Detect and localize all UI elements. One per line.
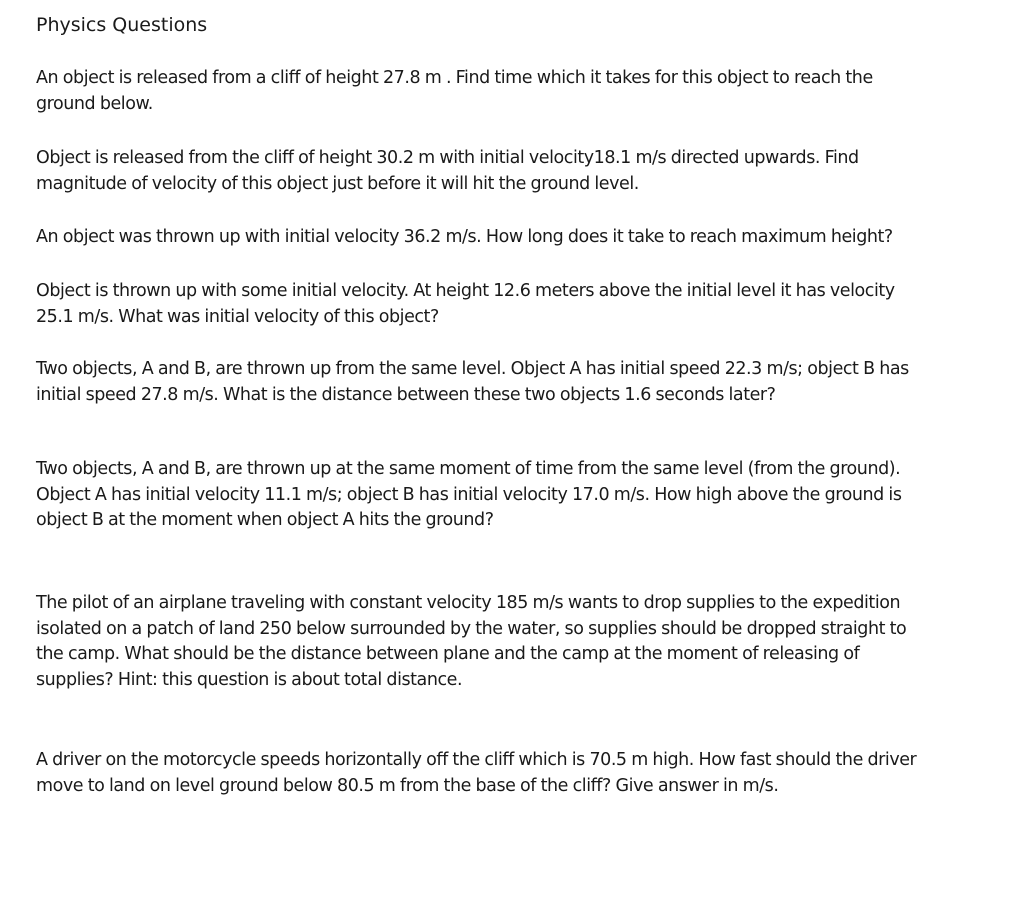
question-2 <box>36 146 936 197</box>
question-5-line-1: Two objects, A and B, are thrown up from the same level. Object A has initial speed 22.3 m/s; object B has <box>36 359 909 379</box>
question-7 <box>36 591 936 693</box>
question-7-line-2: isolated on a patch of land 250 below surrounded by the water, so supplies should be dropped straight to <box>36 618 907 639</box>
question-6 <box>36 457 936 534</box>
question-2-line-2: magnitude of velocity of this object just before it will hit the ground level. <box>36 173 639 194</box>
question-3 <box>36 225 936 251</box>
question-1-line-1: An object is released from a cliff of height 27.8 m . Find time which it takes for this object to reach the <box>36 68 873 88</box>
page-title: Physics Questions <box>36 14 208 36</box>
question-1 <box>36 66 936 117</box>
question-6-line-3: object B at the moment when object A hits the ground? <box>36 510 494 530</box>
question-8 <box>36 748 966 799</box>
question-2-line-1: Object is released from the cliff of height 30.2 m with initial velocity18.1 m/s directed upwards. Find <box>36 148 859 168</box>
question-7-line-1: The pilot of an airplane traveling with constant velocity 185 m/s wants to drop supplies to the expedition <box>36 593 901 613</box>
question-4-line-1: Object is thrown up with some initial velocity. At height 12.6 meters above the initial level it has velocity <box>36 281 895 301</box>
question-8-line-2: move to land on level ground below 80.5 m from the base of the cliff? Give answer in m/s. <box>36 775 779 796</box>
question-8-line-1: A driver on the motorcycle speeds horizontally off the cliff which is 70.5 m high. How fast should the driver <box>36 750 917 770</box>
question-4-line-2: 25.1 m/s. What was initial velocity of this object? <box>36 306 439 327</box>
question-3-line-1: An object was thrown up with initial velocity 36.2 m/s. How long does it take to reach maximum height? <box>36 227 893 247</box>
question-7-line-4: supplies? Hint: this question is about total distance. <box>36 669 463 690</box>
question-6-line-1: Two objects, A and B, are thrown up at the same moment of time from the same level (from the ground). <box>36 459 901 479</box>
question-5-line-2: initial speed 27.8 m/s. What is the distance between these two objects 1.6 seconds later? <box>36 384 776 405</box>
question-1-line-2: ground below. <box>36 93 153 114</box>
question-4 <box>36 279 936 330</box>
question-7-line-3: the camp. What should be the distance between plane and the camp at the moment of releasing of <box>36 644 860 664</box>
question-6-line-2: Object A has initial velocity 11.1 m/s; object B has initial velocity 17.0 m/s. How high above the ground is <box>36 484 902 505</box>
question-5 <box>36 357 936 408</box>
